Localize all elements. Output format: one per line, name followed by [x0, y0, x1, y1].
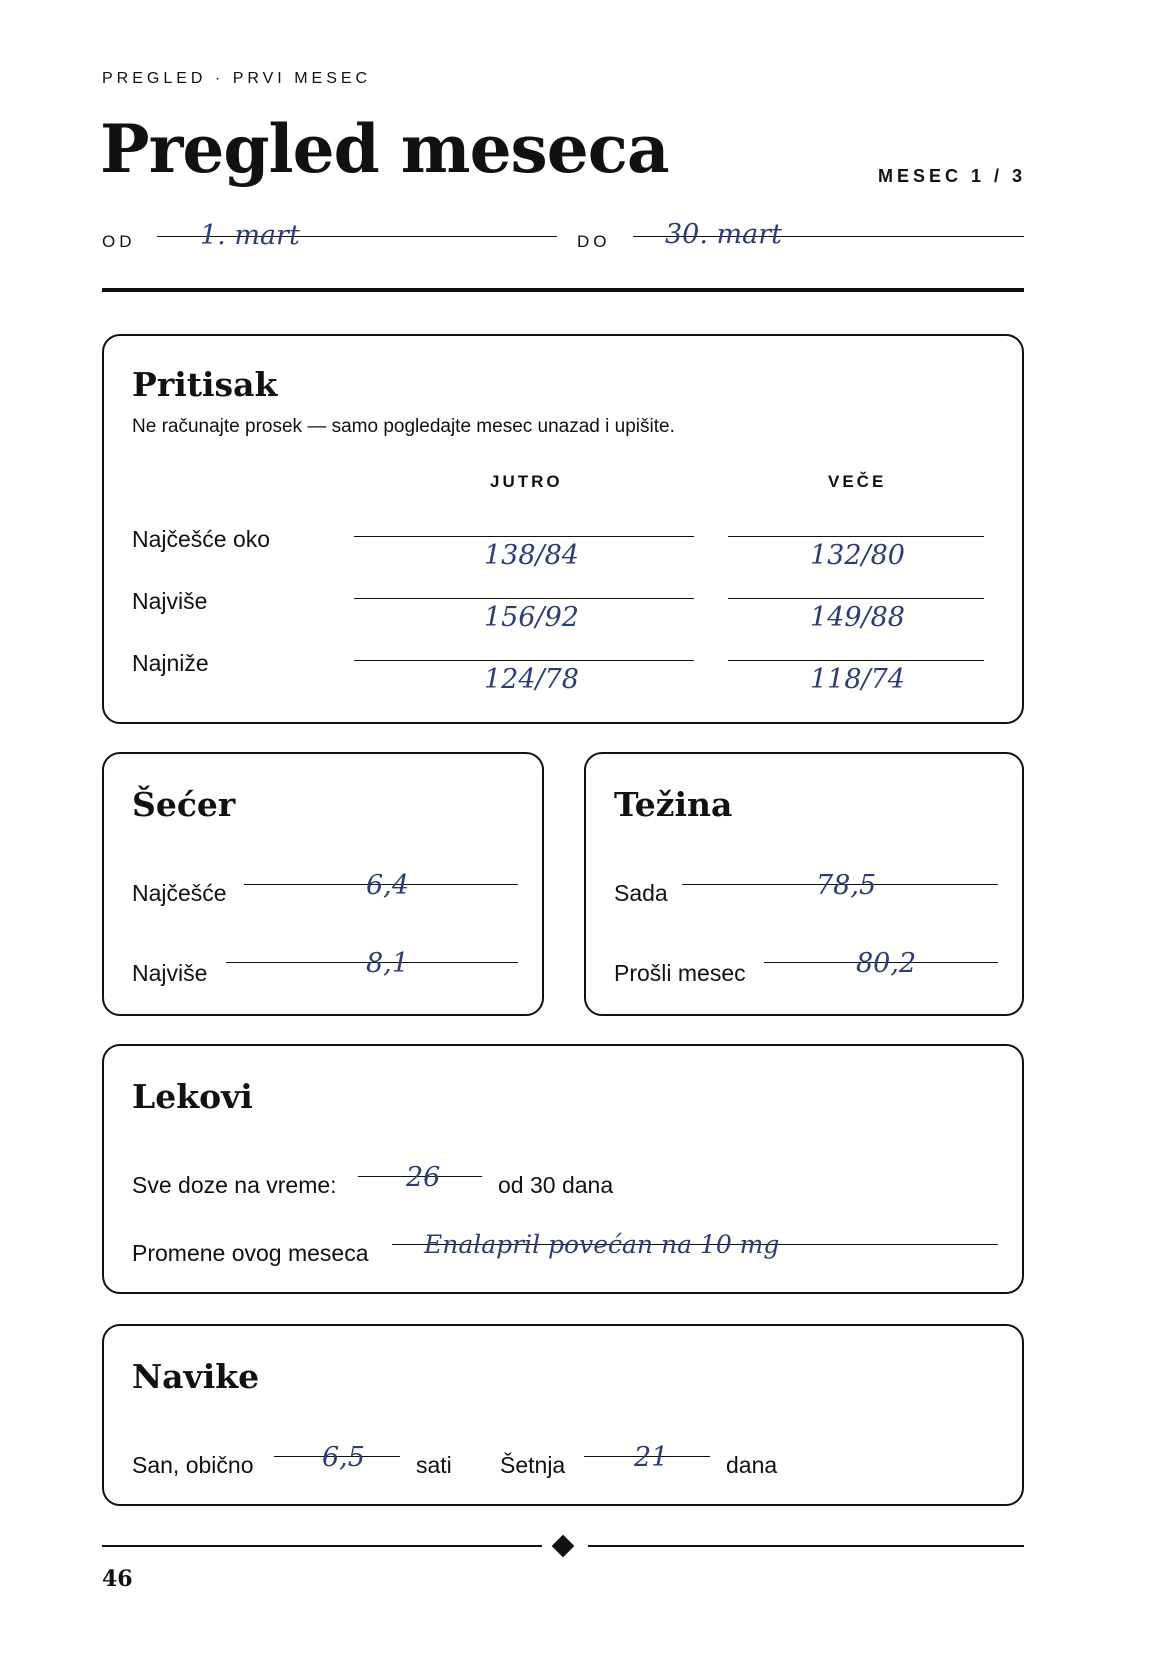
weight-row-label: Sada [614, 880, 668, 906]
walk-field[interactable]: 21 [634, 1442, 669, 1473]
pressure-subtitle: Ne računajte prosek — samo pogledajte mesec unazad i upišite. [132, 416, 675, 437]
changes-label: Promene ovog meseca [132, 1240, 369, 1266]
sleep-unit: sati [416, 1452, 452, 1478]
habits-title: Navike [132, 1357, 260, 1396]
footer-rule-right [588, 1545, 1024, 1547]
habits-card [102, 1324, 1024, 1506]
column-header-evening: VEČE [828, 472, 887, 491]
weight-title: Težina [614, 785, 733, 824]
weight-current-field[interactable]: 78,5 [816, 870, 877, 901]
column-header-morning: JUTRO [490, 472, 563, 491]
page-kicker: PREGLED · PRVI MESEC [102, 70, 372, 87]
from-label: OD [102, 232, 136, 251]
pressure-row-label: Najviše [132, 588, 208, 614]
header-divider [102, 288, 1024, 292]
footer-rule-left [102, 1545, 542, 1547]
pressure-morning-field[interactable]: 138/84 [484, 540, 579, 571]
to-date-field[interactable]: 30. mart [665, 219, 782, 250]
meds-card [102, 1044, 1024, 1294]
month-badge: MESEC 1 / 3 [877, 166, 1026, 186]
pressure-morning-field[interactable]: 124/78 [484, 664, 579, 695]
diamond-ornament-icon [552, 1535, 575, 1558]
pressure-row-label: Najniže [132, 650, 209, 676]
from-date-field[interactable]: 1. mart [200, 220, 300, 251]
pressure-row-label: Najčešće oko [132, 526, 271, 552]
doses-suffix: od 30 dana [498, 1172, 614, 1198]
to-label: DO [577, 232, 611, 251]
pressure-card [102, 334, 1024, 724]
changes-field[interactable]: Enalapril povećan na 10 mg [424, 1230, 780, 1259]
pressure-line [354, 660, 694, 661]
weight-row-label: Prošli mesec [614, 960, 746, 986]
pressure-line [728, 536, 984, 537]
sugar-row-label: Najviše [132, 960, 208, 986]
pressure-evening-field[interactable]: 118/74 [810, 664, 905, 695]
sugar-max-field[interactable]: 8,1 [366, 948, 409, 979]
page-number: 46 [102, 1566, 133, 1592]
pressure-line [728, 598, 984, 599]
pressure-title: Pritisak [132, 365, 278, 404]
pressure-morning-field[interactable]: 156/92 [484, 602, 579, 633]
doses-label: Sve doze na vreme: [132, 1172, 337, 1198]
pressure-evening-field[interactable]: 149/88 [810, 602, 905, 633]
pressure-line [354, 598, 694, 599]
sugar-title: Šećer [132, 785, 236, 824]
meds-title: Lekovi [132, 1077, 253, 1116]
pressure-evening-field[interactable]: 132/80 [810, 540, 905, 571]
pressure-line [354, 536, 694, 537]
sugar-card [102, 752, 544, 1016]
sleep-label: San, obično [132, 1452, 254, 1478]
walk-unit: dana [726, 1452, 778, 1478]
walk-label: Šetnja [500, 1452, 566, 1478]
sleep-field[interactable]: 6,5 [322, 1442, 365, 1473]
doses-field[interactable]: 26 [406, 1162, 441, 1193]
page-title: Pregled meseca [100, 110, 669, 188]
pressure-line [728, 660, 984, 661]
weight-last-month-field[interactable]: 80,2 [856, 948, 917, 979]
sugar-common-field[interactable]: 6,4 [366, 870, 409, 901]
sugar-row-label: Najčešće [132, 880, 227, 906]
weight-card [584, 752, 1024, 1016]
